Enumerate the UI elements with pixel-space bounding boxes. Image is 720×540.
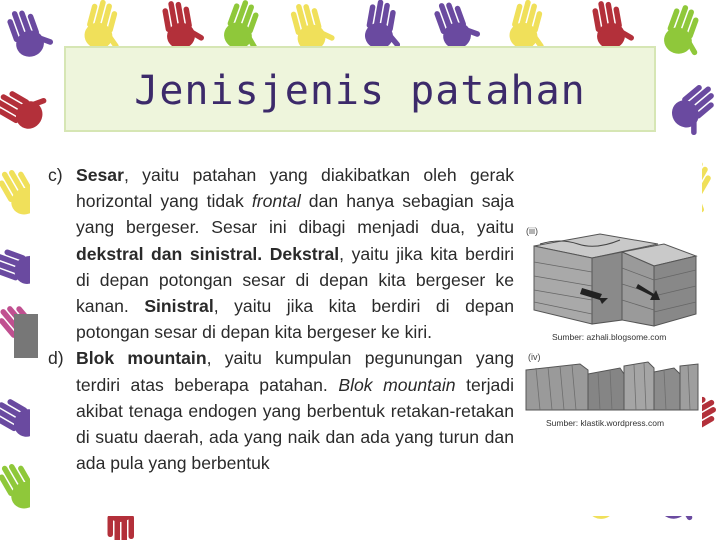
slide-title: Jenisjenis patahan bbox=[134, 68, 586, 114]
fault-block-illustration bbox=[530, 222, 700, 332]
paragraph-d-text-2: terjadi akibat tenaga endogen yang berbentuk retakan-retakan di suatu daerah, ada yang naik dan ada yang turun dan ada pula yang berbentuk bbox=[76, 374, 514, 474]
paragraph-c-text-1: , yaitu patahan yang diakibatkan oleh gerak horizontal yang tidak bbox=[76, 165, 514, 212]
textbook-page bbox=[30, 150, 702, 516]
text-column bbox=[48, 162, 514, 476]
term-blok-mountain-italic: Blok mountain bbox=[338, 374, 456, 395]
hand-top-6 bbox=[363, 0, 408, 53]
paragraph-c-label: c) bbox=[48, 165, 63, 185]
hand-top-1 bbox=[5, 2, 57, 61]
term-blok-mountain: Blok mountain bbox=[76, 348, 207, 369]
paragraph-c-text-3: , yaitu jika kita berdiri di depan potongan sesar di depan kita bergeser ke kanan. bbox=[76, 243, 514, 317]
hand-top-3 bbox=[161, 0, 206, 51]
title-banner bbox=[64, 46, 656, 132]
term-dekstral-sinistral: dekstral dan sinistral. Dekstral bbox=[76, 243, 340, 264]
paragraph-c bbox=[48, 162, 514, 345]
block-mountain-illustration bbox=[524, 360, 700, 414]
paragraph-c-text-4: , yaitu jika kita berdiri di depan potongan sesar di depan kita bergeser ke kiri. bbox=[76, 296, 514, 343]
paragraph-d bbox=[48, 345, 514, 476]
hand-top-9 bbox=[591, 0, 636, 51]
paragraph-c-text-2: dan hanya sebagian saja yang bergeser. Sesar ini dibagi menjadi dua, yaitu bbox=[76, 191, 514, 238]
term-sinistral: Sinistral bbox=[144, 296, 214, 317]
gray-edge-block bbox=[14, 314, 38, 358]
term-sesar: Sesar bbox=[76, 165, 124, 185]
figure-iii-label: (iii) bbox=[526, 226, 538, 236]
hand-right-1 bbox=[666, 80, 720, 140]
term-frontal: frontal bbox=[251, 191, 301, 212]
hand-top-10 bbox=[660, 2, 712, 61]
hand-top-7 bbox=[432, 0, 484, 53]
paragraph-d-text-1: , yaitu kumpulan pegunungan yang terdiri atas beberapa patahan. bbox=[76, 348, 514, 395]
figure-iv-label: (iv) bbox=[528, 352, 541, 362]
hand-left-1 bbox=[0, 77, 52, 134]
figure-iv-source: Sumber: klastik.wordpress.com bbox=[546, 418, 665, 428]
figure-iii-source: Sumber: azhali.blogsome.com bbox=[552, 332, 667, 342]
paragraph-d-label: d) bbox=[48, 348, 64, 369]
